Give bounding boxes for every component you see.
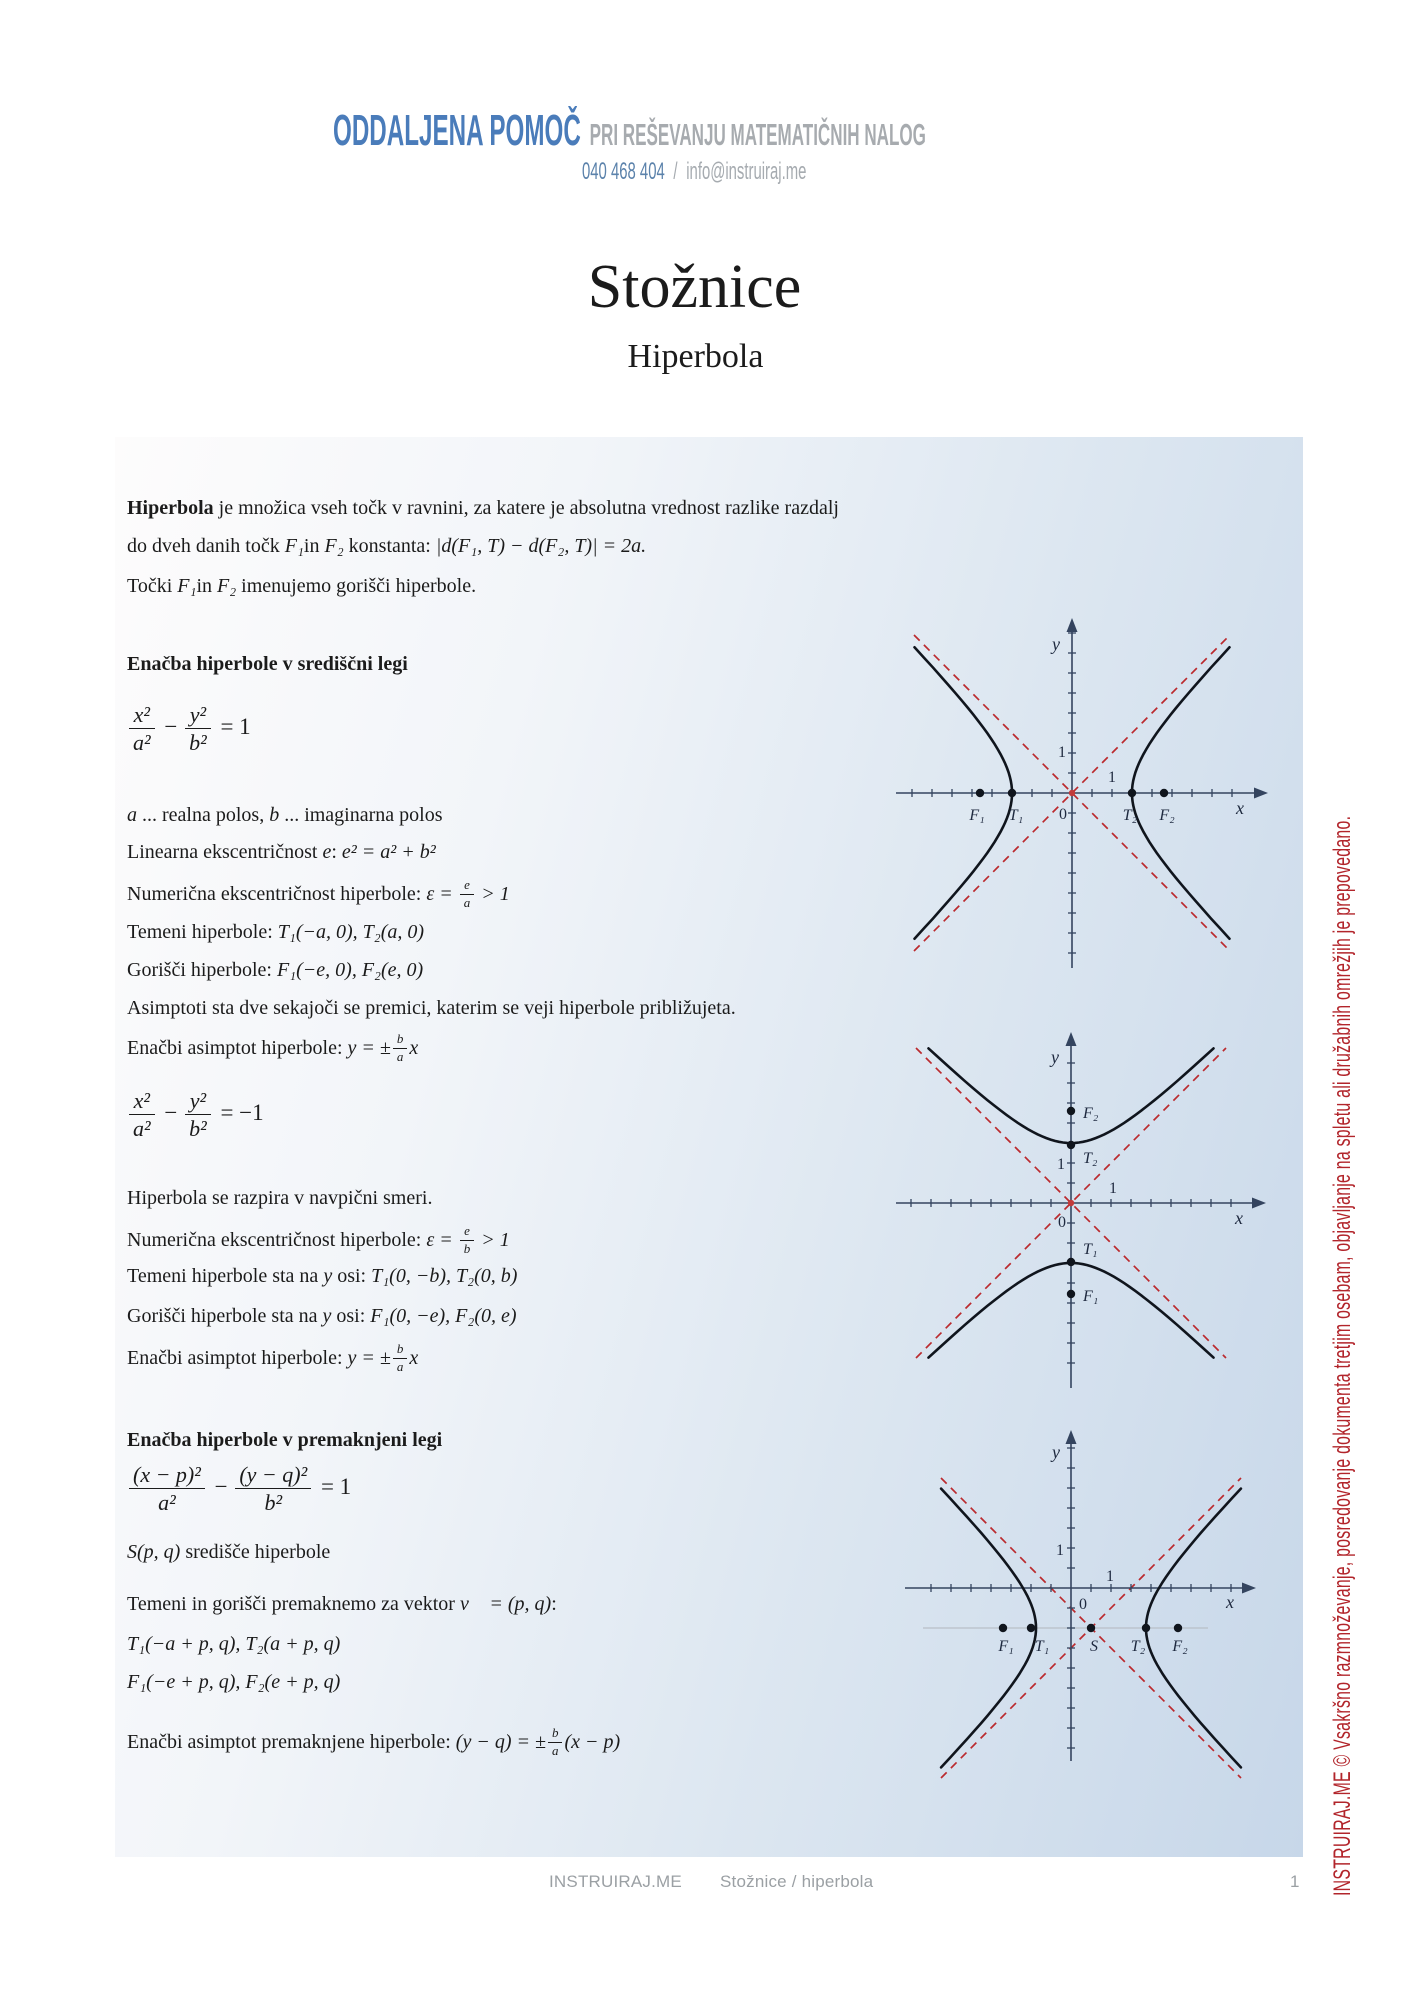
svg-text:T₁: T₁ (1008, 807, 1024, 824)
svg-text:y: y (1051, 1047, 1059, 1067)
line-foci-y-axis: Gorišči hiperbole sta na y osi: F₁(0, −e), F₂(0, e) (127, 1305, 517, 1327)
svg-text:T₂: T₂ (1122, 807, 1138, 824)
formula-shifted: $\frac{\text{(x − p)²}}{\text{a²}}$ − $\frac{\text{(y − q)²}}{\text{b²}}$ = 1 (127, 1462, 351, 1516)
line-asymptote-equations: Enačbi asimptot hiperbole: y = ± $\frac{b}{a}$ x (127, 1031, 419, 1064)
line-vertices: Temeni hiperbole: T₁(−a, 0), T₂(a, 0) (127, 921, 425, 943)
line-vertical-opening: Hiperbola se razpira v navpični smeri. (127, 1187, 433, 1209)
line-vertices-y-axis: Temeni hiperbole sta na y osi: T₁(0, −b), T₂(0, b) (127, 1265, 518, 1287)
svg-text:x: x (1236, 798, 1244, 818)
svg-text:1: 1 (1057, 1156, 1065, 1173)
section-heading-shifted-position: Enačba hiperbole v premaknjeni legi (127, 1429, 443, 1451)
svg-text:y: y (1052, 1442, 1060, 1462)
svg-text:0: 0 (1058, 1214, 1066, 1231)
svg-text:x: x (1226, 1592, 1234, 1612)
line-real-imaginary-axis: a ... realna polos, b ... imaginarna polos (127, 804, 443, 826)
svg-text:F₂: F₂ (1083, 1105, 1099, 1122)
page-title: Stožnice (587, 253, 802, 321)
line-shift-vector: Temeni in gorišči premaknemo za vektor v⃗ = (p, q): (127, 1593, 557, 1615)
phone-number: 040 468 404 (582, 158, 665, 185)
header-brand (333, 106, 926, 156)
svg-text:F₁: F₁ (1083, 1288, 1099, 1305)
svg-text:1: 1 (1109, 1180, 1117, 1197)
footer-document-title: Stožnice / hiperbola (720, 1872, 874, 1891)
brand-primary-text: ODDALJENA POMOČ (333, 106, 581, 155)
svg-text:T₂: T₂ (1083, 1150, 1098, 1167)
brand-secondary-text: PRI REŠEVANJU MATEMATIČNIH NALOG (589, 117, 926, 152)
svg-text:1: 1 (1106, 1568, 1114, 1585)
copyright-vertical-text: INSTRUIRAJ.ME © Vsakršno razmnoževanje, posredovanje dokumenta tretjim osebam, objavljanje na spletu ali družabnih omrežjih je prepovedano. (1329, 815, 1356, 1897)
section-heading-central-position: Enačba hiperbole v središčni legi (127, 653, 408, 675)
line-numeric-eccentricity: Numerična ekscentričnost hiperbole: ε = $\frac{e}{a}$ > 1 (127, 877, 510, 910)
svg-text:T₂: T₂ (1130, 1638, 1146, 1655)
svg-text:0: 0 (1079, 1596, 1087, 1613)
formula-central-horizontal: $\frac{\text{x²}}{\text{a²}}$ − $\frac{\text{y²}}{\text{b²}}$ = 1 (127, 702, 251, 756)
line-center-definition: S(p, q) središče hiperbole (127, 1541, 331, 1563)
svg-text:T₁: T₁ (1083, 1241, 1098, 1258)
line-shifted-foci: F₁(−e + p, q), F₂(e + p, q) (127, 1671, 341, 1693)
svg-text:1: 1 (1058, 744, 1066, 761)
svg-text:y: y (1052, 634, 1060, 654)
email-address: info@instruiraj.me (686, 158, 807, 185)
line-shifted-vertices: T₁(−a + p, q), T₂(a + p, q) (127, 1633, 341, 1655)
line-foci: Gorišči hiperbole: F₁(−e, 0), F₂(e, 0) (127, 959, 424, 981)
svg-text:F₁: F₁ (969, 807, 985, 824)
svg-text:F₂: F₂ (1172, 1638, 1188, 1655)
svg-text:S: S (1090, 1638, 1098, 1655)
page-subtitle: Hiperbola (627, 338, 764, 375)
header-contact (582, 158, 806, 186)
svg-text:0: 0 (1059, 806, 1067, 823)
definition-line-1: Hiperbola je množica vseh točk v ravnini, za katere je absolutna vrednost razlike razdalj (127, 497, 839, 519)
svg-text:x: x (1235, 1208, 1243, 1228)
hyperbola-graph-vertical (890, 1022, 1282, 1398)
footer-brand: INSTRUIRAJ.ME (549, 1872, 682, 1891)
line-numeric-eccentricity-vertical: Numerična ekscentričnost hiperbole: ε = $\frac{e}{b}$ > 1 (127, 1223, 510, 1256)
svg-text:T₁: T₁ (1034, 1638, 1050, 1655)
formula-central-vertical: $\frac{\text{x²}}{\text{a²}}$ − $\frac{\text{y²}}{\text{b²}}$ = −1 (127, 1088, 264, 1142)
line-asymptote-equations-vertical: Enačbi asimptot hiperbole: y = ± $\frac{b}{a}$ x (127, 1341, 419, 1374)
svg-text:F₁: F₁ (998, 1638, 1014, 1655)
hyperbola-graph-horizontal (890, 606, 1282, 976)
definition-line-3: Točki F₁in F₂ imenujemo gorišči hiperbole. (127, 575, 477, 597)
footer-page-number: 1 (1290, 1872, 1300, 1891)
hyperbola-graph-shifted (890, 1424, 1288, 1802)
line-linear-eccentricity: Linearna ekscentričnost e: e² = a² + b² (127, 841, 436, 863)
line-asymptotes-description: Asimptoti sta dve sekajoči se premici, katerim se veji hiperbole približujeta. (127, 997, 736, 1019)
svg-text:1: 1 (1056, 1542, 1064, 1559)
svg-text:F₂: F₂ (1159, 807, 1175, 824)
svg-text:1: 1 (1108, 769, 1116, 786)
definition-line-2: do dveh danih točk F₁in F₂ konstanta: |d(F₁, T) − d(F₂, T)| = 2a. (127, 535, 647, 557)
contact-separator: / (673, 158, 678, 185)
line-shifted-asymptote-equations: Enačbi asimptot premaknjene hiperbole: (y − q) = ± $\frac{b}{a}$ (x − p) (127, 1725, 621, 1758)
